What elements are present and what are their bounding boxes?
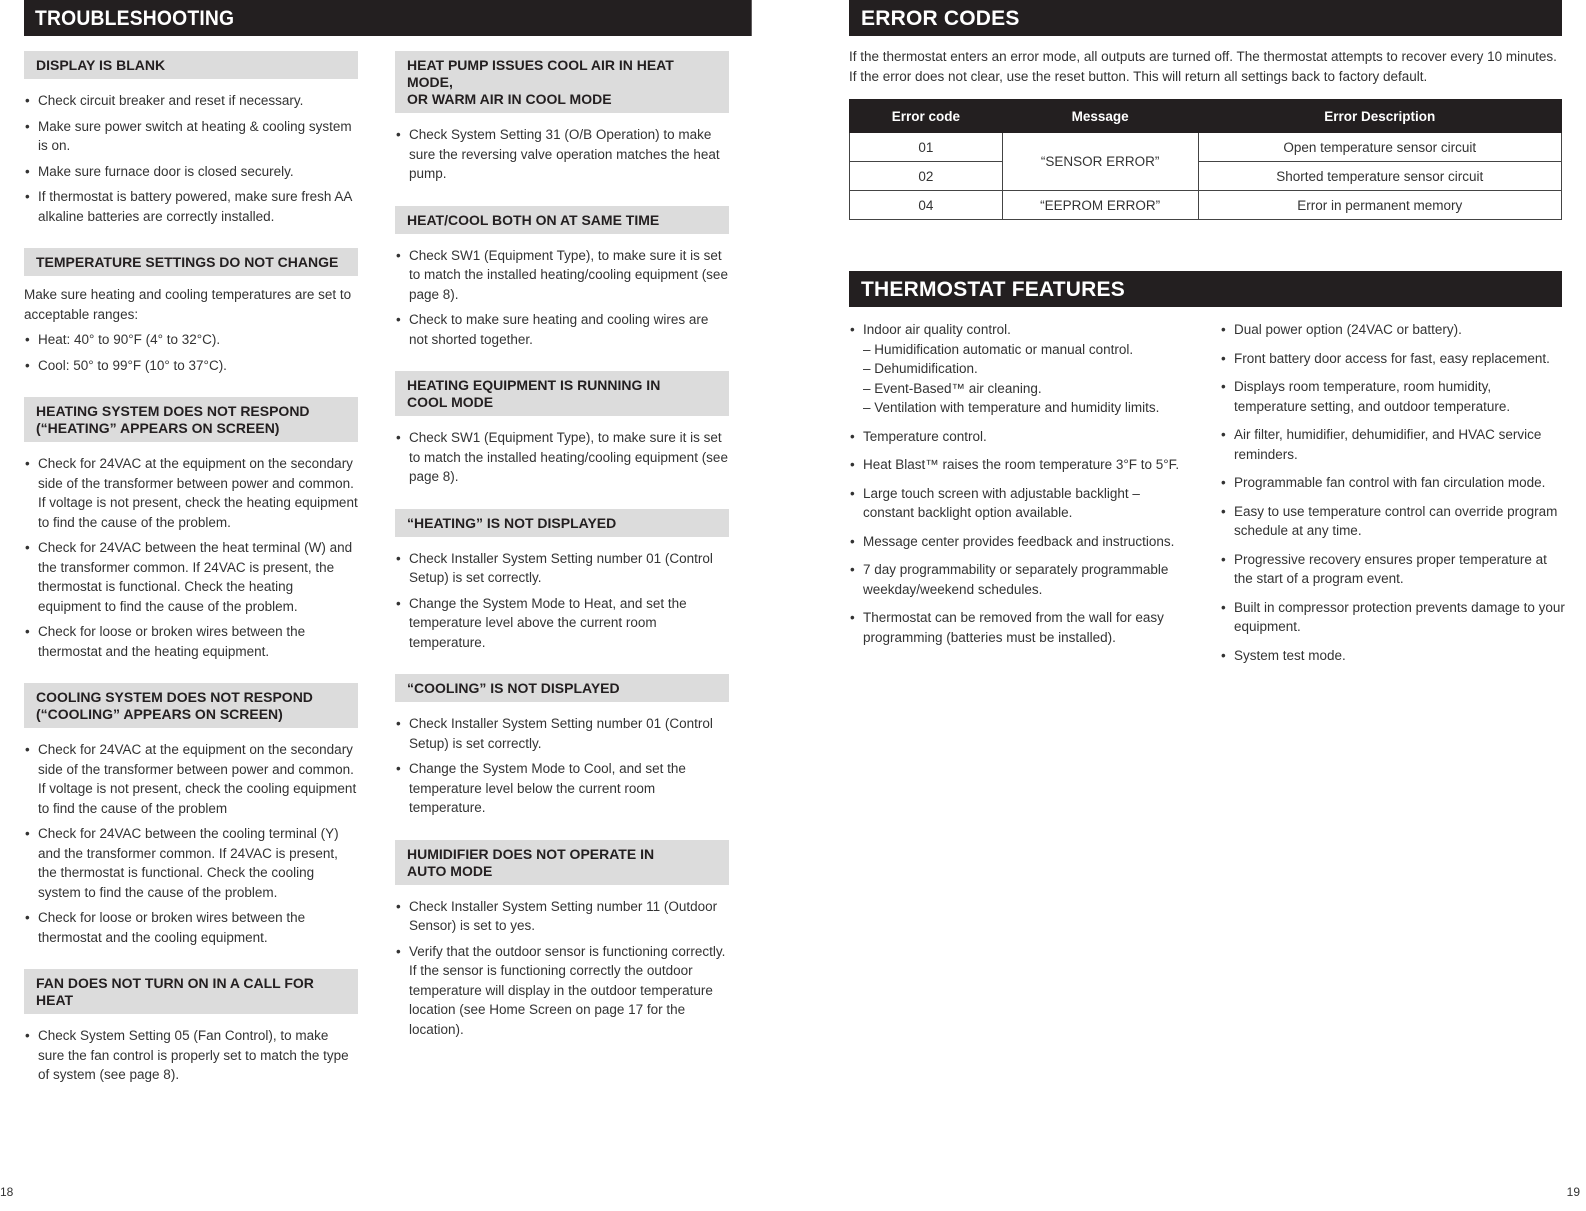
- list-item: • Make sure power switch at heating & cooling system is on.: [24, 117, 358, 156]
- error-codes-intro-line-2: If the error does not clear, use the reset button. This will return all settings back to factory default.: [849, 68, 1428, 84]
- list-item: • Large touch screen with adjustable backlight – constant backlight option available.: [849, 484, 1189, 523]
- list-item: • Heat Blast™ raises the room temperature 3°F to 5°F.: [849, 455, 1189, 475]
- description-cell: Error in permanent memory: [1198, 191, 1561, 220]
- features-column-1: [849, 320, 1189, 656]
- error-codes-header: ERROR CODES: [849, 0, 1562, 36]
- section-display-blank: [24, 51, 358, 226]
- section-heat-pump-issues: [395, 51, 729, 184]
- list-item: • Change the System Mode to Cool, and set the temperature level below the current room temperature.: [395, 759, 729, 818]
- table-row: [850, 133, 1562, 162]
- list-item: • Check Installer System Setting number 01 (Control Setup) is set correctly.: [395, 714, 729, 753]
- list-item: • Cool: 50° to 99°F (10° to 37°C).: [24, 356, 358, 376]
- section-heading: FAN DOES NOT TURN ON IN A CALL FOR HEAT: [24, 969, 358, 1014]
- section-intro: Make sure heating and cooling temperatures are set to acceptable ranges:: [24, 287, 352, 322]
- list-item: • Easy to use temperature control can override program schedule at any time.: [1220, 502, 1565, 541]
- list-item: • Verify that the outdoor sensor is functioning correctly. If the sensor is functioning correctly the outdoor temperature will display in the outdoor temperature location (see Home Screen on page 17 for the location).: [395, 942, 729, 1040]
- list-item: • Dual power option (24VAC or battery).: [1220, 320, 1565, 340]
- list-item: • Message center provides feedback and instructions.: [849, 532, 1189, 552]
- list-item: • Change the System Mode to Heat, and set the temperature level above the current room temperature.: [395, 594, 729, 653]
- section-heading: “HEATING” IS NOT DISPLAYED: [395, 509, 729, 537]
- section-heading: HEAT PUMP ISSUES COOL AIR IN HEAT MODE, OR WARM AIR IN COOL MODE: [395, 51, 729, 113]
- section-heading: “COOLING” IS NOT DISPLAYED: [395, 674, 729, 702]
- section-humidifier-auto-mode: [395, 840, 729, 1040]
- section-cooling-no-respond: [24, 683, 358, 947]
- description-cell: Shorted temperature sensor circuit: [1198, 162, 1561, 191]
- list-item: • Check System Setting 31 (O/B Operation) to make sure the reversing valve operation matches the heat pump.: [395, 125, 729, 184]
- section-heating-running-cool-mode: [395, 371, 729, 487]
- error-codes-intro: [849, 47, 1579, 86]
- list-item: • Heat: 40° to 90°F (4° to 32°C).: [24, 330, 358, 350]
- list-item: • Check for 24VAC between the cooling terminal (Y) and the transformer common. If 24VAC is present, the thermostat is functional. Check the cooling system to find the cause of the problem.: [24, 824, 358, 902]
- page-number-right: 19: [1566, 1185, 1580, 1199]
- list-item: • If thermostat is battery powered, make sure fresh AA alkaline batteries are correctly installed.: [24, 187, 358, 226]
- table-row: [850, 191, 1562, 220]
- list-item: • Progressive recovery ensures proper temperature at the start of a program event.: [1220, 550, 1565, 589]
- error-codes-table: [849, 99, 1562, 220]
- column-header-error-code: Error code: [850, 100, 1003, 133]
- list-item: • Check to make sure heating and cooling wires are not shorted together.: [395, 310, 729, 349]
- list-item: • Check circuit breaker and reset if necessary.: [24, 91, 358, 111]
- features-column-2: [1220, 320, 1565, 674]
- list-item: • Displays room temperature, room humidity, temperature setting, and outdoor temperature.: [1220, 377, 1565, 416]
- error-codes-intro-line-1: If the thermostat enters an error mode, all outputs are turned off. The thermostat attempts to recover every 10 minutes.: [849, 49, 1557, 64]
- message-cell: “EEPROM ERROR”: [1002, 191, 1198, 220]
- list-item: • Temperature control.: [849, 427, 1189, 447]
- section-heading: HEATING EQUIPMENT IS RUNNING IN COOL MODE: [395, 371, 729, 416]
- section-temperature-settings: [24, 248, 358, 375]
- list-item: • Make sure furnace door is closed securely.: [24, 162, 358, 182]
- message-cell: “SENSOR ERROR”: [1002, 133, 1198, 191]
- column-header-message: Message: [1002, 100, 1198, 133]
- list-item: • System test mode.: [1220, 646, 1565, 666]
- section-heading: DISPLAY IS BLANK: [24, 51, 358, 79]
- list-item: • Front battery door access for fast, easy replacement.: [1220, 349, 1565, 369]
- section-heating-not-displayed: [395, 509, 729, 653]
- list-item: • 7 day programmability or separately programmable weekday/weekend schedules.: [849, 560, 1189, 599]
- list-item: • Check Installer System Setting number 11 (Outdoor Sensor) is set to yes.: [395, 897, 729, 936]
- error-code-cell: 04: [850, 191, 1003, 220]
- list-item: • Check for 24VAC between the heat terminal (W) and the transformer common. If 24VAC is present, the thermostat is functional. Check the heating equipment to find the cause of the problem.: [24, 538, 358, 616]
- error-code-cell: 01: [850, 133, 1003, 162]
- section-heading: HEAT/COOL BOTH ON AT SAME TIME: [395, 206, 729, 234]
- list-item: • Check for 24VAC at the equipment on the secondary side of the transformer between power and common. If voltage is not present, check the cooling equipment to find the cause of the problem: [24, 740, 358, 818]
- section-heat-cool-both-on: [395, 206, 729, 350]
- list-item: • Built in compressor protection prevents damage to your equipment.: [1220, 598, 1565, 637]
- list-item: • Air filter, humidifier, dehumidifier, and HVAC service reminders.: [1220, 425, 1565, 464]
- table-header-row: [850, 100, 1562, 133]
- troubleshooting-header: TROUBLESHOOTING: [24, 0, 752, 36]
- section-heating-no-respond: [24, 397, 358, 661]
- list-item: • Thermostat can be removed from the wall for easy programming (batteries must be installed).: [849, 608, 1189, 647]
- section-heading: HEATING SYSTEM DOES NOT RESPOND (“HEATING” APPEARS ON SCREEN): [24, 397, 358, 442]
- table-row: [850, 162, 1562, 191]
- list-item: • Check SW1 (Equipment Type), to make sure it is set to match the installed heating/cooling equipment (see page 8).: [395, 428, 729, 487]
- error-code-cell: 02: [850, 162, 1003, 191]
- list-item: • Check for 24VAC at the equipment on the secondary side of the transformer between power and common. If voltage is not present, check the heating equipment to find the cause of the problem.: [24, 454, 358, 532]
- troubleshooting-column-2: [395, 51, 729, 1061]
- thermostat-features-header: THERMOSTAT FEATURES: [849, 271, 1562, 307]
- column-header-error-description: Error Description: [1198, 100, 1561, 133]
- list-item: • Check Installer System Setting number 01 (Control Setup) is set correctly.: [395, 549, 729, 588]
- list-item: • Check for loose or broken wires between the thermostat and the heating equipment.: [24, 622, 358, 661]
- list-item: • Check System Setting 05 (Fan Control), to make sure the fan control is properly set to match the type of system (see page 8).: [24, 1026, 358, 1085]
- list-item: • Indoor air quality control. – Humidification automatic or manual control. – Dehumidification. – Event-Based™ air cleaning. – Ventilation with temperature and humidity limits.: [849, 320, 1189, 418]
- list-item: • Programmable fan control with fan circulation mode.: [1220, 473, 1565, 493]
- section-cooling-not-displayed: [395, 674, 729, 818]
- section-heading: HUMIDIFIER DOES NOT OPERATE IN AUTO MODE: [395, 840, 729, 885]
- section-heading: TEMPERATURE SETTINGS DO NOT CHANGE: [24, 248, 358, 276]
- troubleshooting-column-1: [24, 51, 358, 1107]
- list-item: • Check SW1 (Equipment Type), to make sure it is set to match the installed heating/cooling equipment (see page 8).: [395, 246, 729, 305]
- list-item: • Check for loose or broken wires between the thermostat and the cooling equipment.: [24, 908, 358, 947]
- section-fan-no-turn-on: [24, 969, 358, 1085]
- section-heading: COOLING SYSTEM DOES NOT RESPOND (“COOLING” APPEARS ON SCREEN): [24, 683, 358, 728]
- right-page: [793, 0, 1586, 1211]
- page-number-left: 18: [0, 1185, 14, 1199]
- description-cell: Open temperature sensor circuit: [1198, 133, 1561, 162]
